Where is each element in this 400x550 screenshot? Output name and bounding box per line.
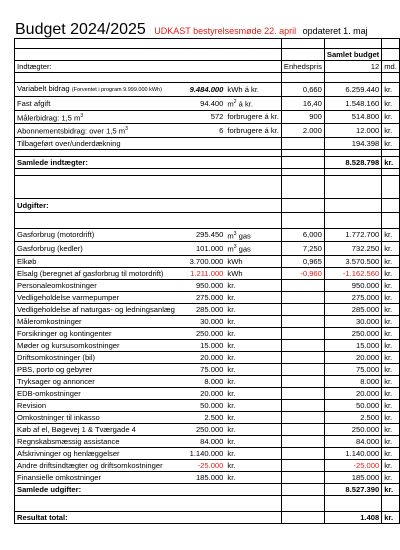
unit-cell: kr.	[225, 291, 281, 303]
price-cell	[281, 411, 324, 423]
total-cell: 75.000	[324, 363, 381, 375]
price-cell	[281, 423, 324, 435]
total-cell: 275.000	[324, 291, 381, 303]
total-cell: 30.000	[324, 315, 381, 327]
unit-cell: $m^2$ á kr.	[225, 97, 281, 111]
unit-cell: kWh	[225, 267, 281, 279]
unit-cell: kr.	[225, 447, 281, 459]
unit-cell: kr.	[225, 399, 281, 411]
superscript: 3	[233, 244, 237, 251]
total-cell: 185.000	[324, 471, 381, 483]
unit-cell: kr.	[225, 423, 281, 435]
qty-cell: 950.000	[177, 279, 225, 291]
total-cell: 20.000	[324, 387, 381, 399]
income-header-row	[15, 61, 400, 73]
budget-title: Budget 2024/2025	[15, 21, 146, 38]
total-cell: 514.800	[324, 110, 381, 124]
price-cell	[281, 291, 324, 303]
unit-cell: kWh	[225, 255, 281, 267]
total-cell: 732.250	[324, 242, 381, 256]
total-cell: 15.000	[324, 339, 381, 351]
expense-row	[15, 279, 400, 291]
expense-row	[15, 411, 400, 423]
currency-cell: kr.	[382, 423, 400, 435]
currency-cell: kr.	[382, 255, 400, 267]
price-cell	[281, 387, 324, 399]
currency-cell: kr.	[382, 242, 400, 256]
price-cell	[281, 399, 324, 411]
update-notice: opdateret 1. maj	[302, 26, 368, 36]
income-row	[15, 97, 400, 111]
expense-row	[15, 242, 400, 256]
income-total-label: Samlede indtægter:	[15, 156, 177, 168]
price-cell	[281, 435, 324, 447]
currency-cell: kr.	[382, 303, 400, 315]
expense-label-cell: Møder og kursusomkostninger	[15, 339, 177, 351]
currency-cell: kr.	[382, 483, 400, 495]
superscript: 3	[125, 126, 128, 133]
qty-cell: 572	[177, 110, 225, 124]
spacer-row	[15, 212, 400, 228]
currency-cell: kr.	[382, 375, 400, 387]
expense-row	[15, 255, 400, 267]
qty-cell: 94.400	[177, 97, 225, 111]
unit-price-label: Enhedspris	[281, 61, 324, 73]
currency-cell: kr.	[382, 267, 400, 279]
expense-total-value: 8.527.390	[324, 483, 381, 495]
total-cell: -1.162.560	[324, 267, 381, 279]
unit-cell: kr.	[225, 363, 281, 375]
price-cell	[281, 375, 324, 387]
total-cell: 1.140.000	[324, 447, 381, 459]
income-label: Indtægter:	[15, 61, 177, 73]
top-spacer-row	[15, 39, 400, 49]
expense-row	[15, 387, 400, 399]
unit-cell: kWh á kr.	[225, 83, 281, 97]
currency-cell: kr.	[382, 124, 400, 138]
total-cell: 250.000	[324, 423, 381, 435]
unit-cell: kr.	[225, 471, 281, 483]
total-cell: 84.000	[324, 435, 381, 447]
qty-cell: 75.000	[177, 363, 225, 375]
total-cell: 250.000	[324, 327, 381, 339]
expense-label-cell: Personaleomkostninger	[15, 279, 177, 291]
currency-cell: kr.	[382, 279, 400, 291]
income-row	[15, 83, 400, 97]
price-cell	[281, 363, 324, 375]
price-cell	[281, 137, 324, 149]
qty-cell: 285.000	[177, 303, 225, 315]
total-cell: 194.398	[324, 137, 381, 149]
expense-row	[15, 435, 400, 447]
unit-cell: kr.	[225, 315, 281, 327]
unit-cell	[225, 137, 281, 149]
total-cell: 12.000	[324, 124, 381, 138]
qty-cell: 8.000	[177, 375, 225, 387]
qty-cell: 2.500	[177, 411, 225, 423]
qty-cell: 1.211.000	[177, 267, 225, 279]
expense-label-cell: Regnskabsmæssig assistance	[15, 435, 177, 447]
result-value: 1.408	[324, 511, 381, 523]
price-cell: 900	[281, 110, 324, 124]
income-total-row	[15, 156, 400, 168]
superscript: 3	[233, 230, 237, 237]
qty-cell: 20.000	[177, 387, 225, 399]
price-cell	[281, 447, 324, 459]
unit-cell: kr.	[225, 303, 281, 315]
income-label-cell: Fast afgift	[15, 97, 177, 111]
total-cell: -25.000	[324, 459, 381, 471]
expense-label-cell: Gasforbrug (motordrift)	[15, 228, 177, 242]
total-cell: 3.570.500	[324, 255, 381, 267]
total-cell: 2.500	[324, 411, 381, 423]
unit-cell: kr.	[225, 411, 281, 423]
expense-total-label: Samlede udgifter:	[15, 483, 177, 495]
unit-cell: $m^3$ gas	[225, 228, 281, 242]
currency-cell: kr.	[382, 97, 400, 111]
qty-cell: 30.000	[177, 315, 225, 327]
qty-cell: 275.000	[177, 291, 225, 303]
expense-row	[15, 327, 400, 339]
currency-cell: kr.	[382, 459, 400, 471]
expense-row	[15, 339, 400, 351]
unit-cell: kr.	[225, 351, 281, 363]
qty-cell: 84.000	[177, 435, 225, 447]
currency-cell: kr.	[382, 387, 400, 399]
expense-row	[15, 228, 400, 242]
expense-label-cell: Andre driftsindtægter og driftsomkostninger	[15, 459, 177, 471]
currency-cell: kr.	[382, 110, 400, 124]
income-label-cell: Abonnementsbidrag: over 1,5 $m^3$	[15, 124, 177, 138]
expense-row	[15, 375, 400, 387]
months-unit: md.	[382, 61, 400, 73]
qty-cell: 101.000	[177, 242, 225, 256]
expense-row	[15, 459, 400, 471]
currency-cell: kr.	[382, 511, 400, 523]
income-row	[15, 124, 400, 138]
expense-label-cell: Elsalg (beregnet af gasforbrug til motordrift)	[15, 267, 177, 279]
expense-label-cell: Forsikringer og kontingenter	[15, 327, 177, 339]
expense-label-cell: Driftsomkostninger (bil)	[15, 351, 177, 363]
expenses-header-row	[15, 198, 400, 212]
income-row	[15, 137, 400, 149]
total-cell: 50.000	[324, 399, 381, 411]
income-row	[15, 110, 400, 124]
price-cell: -0,960	[281, 267, 324, 279]
expense-total-row	[15, 483, 400, 495]
spacer-row	[15, 168, 400, 175]
expense-label-cell: Køb af el, Bøgevej 1 & Tværgade 4	[15, 423, 177, 435]
price-cell	[281, 459, 324, 471]
result-label: Resultat total:	[15, 511, 177, 523]
result-row	[15, 511, 400, 523]
qty-cell: 1.140.000	[177, 447, 225, 459]
expense-row	[15, 303, 400, 315]
expense-row	[15, 351, 400, 363]
currency-cell: kr.	[382, 137, 400, 149]
expense-row	[15, 267, 400, 279]
qty-cell: 295.450	[177, 228, 225, 242]
expense-label-cell: Gasforbrug (kedler)	[15, 242, 177, 256]
superscript: 2	[233, 99, 237, 105]
currency-cell: kr.	[382, 471, 400, 483]
currency-cell: kr.	[382, 351, 400, 363]
currency-cell: kr.	[382, 435, 400, 447]
spacer-row	[15, 73, 400, 83]
price-cell	[281, 279, 324, 291]
price-cell: 2.000	[281, 124, 324, 138]
draft-notice: UDKAST bestyrelsesmøde 22. april	[154, 26, 297, 36]
price-cell	[281, 351, 324, 363]
currency-cell: kr.	[382, 447, 400, 459]
expense-row	[15, 315, 400, 327]
price-cell: 0,660	[281, 83, 324, 97]
price-cell: 7,250	[281, 242, 324, 256]
price-cell	[281, 303, 324, 315]
budget-header-row	[15, 49, 400, 61]
currency-cell: kr.	[382, 83, 400, 97]
price-cell	[281, 339, 324, 351]
income-row-label: Variabelt bidrag	[17, 84, 70, 93]
expense-row	[15, 363, 400, 375]
expense-row	[15, 471, 400, 483]
spacer-row	[15, 495, 400, 511]
qty-cell: 250.000	[177, 423, 225, 435]
total-cell: 285.000	[324, 303, 381, 315]
total-cell: 6.259.440	[324, 83, 381, 97]
spacer-row	[15, 175, 400, 198]
price-cell	[281, 327, 324, 339]
price-cell	[281, 315, 324, 327]
total-cell: 950.000	[324, 279, 381, 291]
income-label-cell: Målerbidrag: 1,5 $m^3$	[15, 110, 177, 124]
budget-table	[14, 38, 400, 524]
expense-label-cell: Måleromkostninger	[15, 315, 177, 327]
total-cell: 8.000	[324, 375, 381, 387]
unit-cell: kr.	[225, 459, 281, 471]
months-value: 12	[324, 61, 381, 73]
expenses-label: Udgifter:	[15, 198, 177, 212]
currency-cell: kr.	[382, 291, 400, 303]
expense-label-cell: PBS, porto og gebyrer	[15, 363, 177, 375]
currency-cell: kr.	[382, 363, 400, 375]
currency-cell: kr.	[382, 399, 400, 411]
expense-label-cell: Afskrivninger og henlæggelser	[15, 447, 177, 459]
expense-label-cell: Elkøb	[15, 255, 177, 267]
unit-cell: kr.	[225, 339, 281, 351]
total-cell: 1.548.160	[324, 97, 381, 111]
expense-label-cell: Omkostninger til inkasso	[15, 411, 177, 423]
expense-row	[15, 399, 400, 411]
superscript: 3	[80, 112, 84, 119]
price-cell: 6,000	[281, 228, 324, 242]
currency-cell: kr.	[382, 156, 400, 168]
expense-label-cell: Vedligeholdelse af naturgas- og ledningsanlæg	[15, 303, 177, 315]
qty-cell: 15.000	[177, 339, 225, 351]
unit-cell: kr.	[225, 375, 281, 387]
qty-cell: 20.000	[177, 351, 225, 363]
qty-cell	[177, 137, 225, 149]
unit-cell: forbrugere á kr.	[225, 110, 281, 124]
currency-cell: kr.	[382, 228, 400, 242]
income-note: (Forventet i program 9.999.000 kWh)	[71, 87, 162, 93]
total-cell: 1.772.700	[324, 228, 381, 242]
expense-label-cell: Finansielle omkostninger	[15, 471, 177, 483]
spacer-row	[15, 149, 400, 156]
expense-row	[15, 291, 400, 303]
unit-cell: kr.	[225, 435, 281, 447]
expense-row	[15, 447, 400, 459]
expense-label-cell: EDB-omkostninger	[15, 387, 177, 399]
unit-cell: kr.	[225, 279, 281, 291]
currency-cell: kr.	[382, 315, 400, 327]
income-label-cell	[15, 83, 177, 97]
qty-cell: -25.000	[177, 459, 225, 471]
qty-cell: 6	[177, 124, 225, 138]
expense-row	[15, 423, 400, 435]
price-cell: 16,40	[281, 97, 324, 111]
income-total-value: 8.528.798	[324, 156, 381, 168]
unit-cell: $m^3$ gas	[225, 242, 281, 256]
expense-label-cell: Vedligeholdelse varmepumper	[15, 291, 177, 303]
page-title	[15, 21, 368, 39]
samlet-budget-label: Samlet budget	[324, 49, 381, 61]
qty-cell: 9.484.000	[177, 83, 225, 97]
income-label-cell: Tilbageført over/underdækning	[15, 137, 177, 149]
currency-cell: kr.	[382, 411, 400, 423]
total-cell: 20.000	[324, 351, 381, 363]
expense-label-cell: Tryksager og annoncer	[15, 375, 177, 387]
qty-cell: 50.000	[177, 399, 225, 411]
unit-cell: kr.	[225, 327, 281, 339]
qty-cell: 3.700.000	[177, 255, 225, 267]
currency-cell: kr.	[382, 327, 400, 339]
unit-cell: kr.	[225, 387, 281, 399]
price-cell	[281, 471, 324, 483]
unit-cell: forbrugere á kr.	[225, 124, 281, 138]
currency-cell: kr.	[382, 339, 400, 351]
qty-cell: 185.000	[177, 471, 225, 483]
price-cell: 0,965	[281, 255, 324, 267]
qty-cell: 250.000	[177, 327, 225, 339]
expense-label-cell: Revision	[15, 399, 177, 411]
